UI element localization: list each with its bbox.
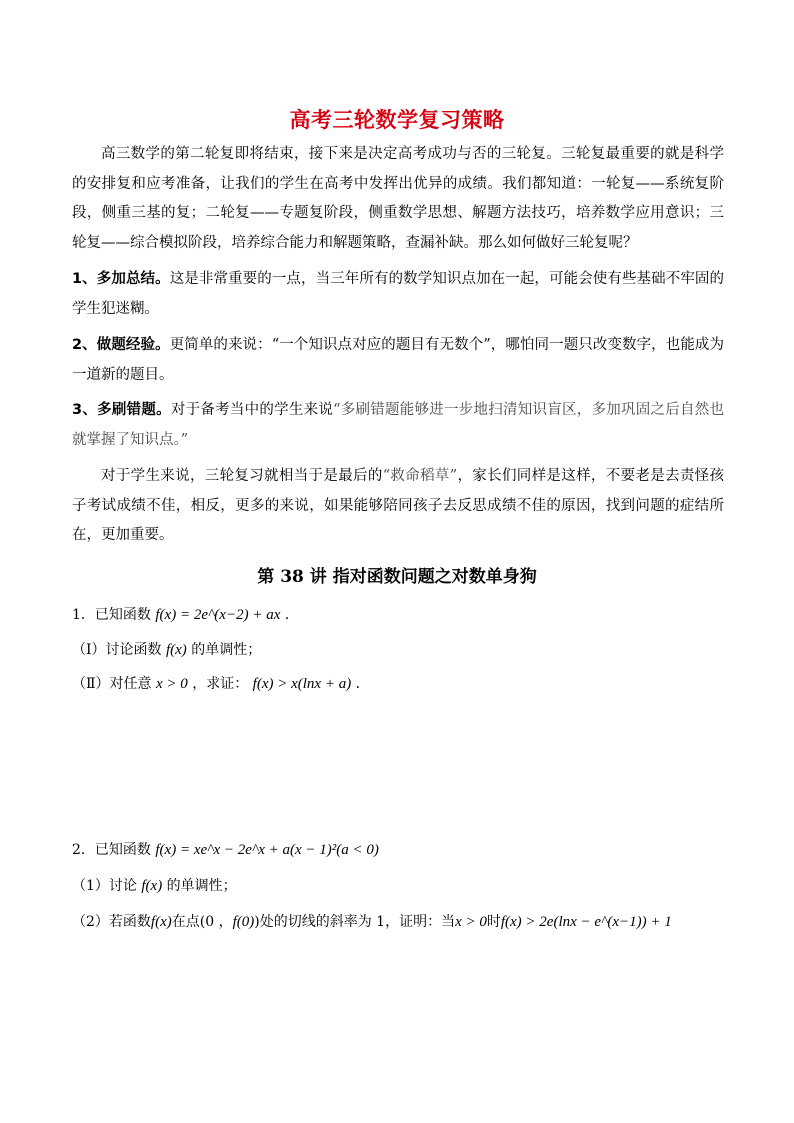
problem-1-part-1-function: f(x) bbox=[165, 642, 187, 658]
tip-1-heading: 1、多加总结。 bbox=[72, 271, 170, 287]
tip-3 bbox=[72, 396, 724, 455]
tip-2 bbox=[72, 331, 724, 390]
tip-1-body: 这是非常重要的一点，当三年所有的数学知识点加在一起，可能会使有些基础不牢固的学生犯迷糊。 bbox=[72, 271, 725, 317]
problem-1-part-2-suffix: ． bbox=[355, 676, 370, 692]
problem-2-part-2-d: 时 bbox=[486, 914, 501, 930]
problem-2-part-2-function: f(x) bbox=[150, 914, 172, 930]
problem-1-formula: f(x) = 2e^(x−2) + ax bbox=[155, 607, 281, 623]
problem-1-stem bbox=[72, 605, 299, 625]
problem-2-part-2-c: )处的切线的斜率为 1，证明：当 bbox=[254, 914, 456, 930]
problem-1-part-1-prefix: （Ⅰ）讨论函数 bbox=[72, 642, 162, 658]
problem-1-part-2 bbox=[72, 674, 370, 694]
closing-paragraph bbox=[72, 462, 724, 551]
problem-1-part-2-condition: x > 0 bbox=[155, 676, 188, 692]
problem-1-part-2-prefix: （Ⅱ）对任意 bbox=[72, 676, 152, 692]
page-title: 高考三轮数学复习策略 bbox=[289, 108, 505, 132]
tip-3-heading: 3、多刷错题。 bbox=[72, 402, 171, 418]
tip-3-body: 对于备考当中的学生来说 bbox=[170, 402, 334, 418]
problem-2-part-2 bbox=[72, 912, 672, 932]
problem-2-part-2-a: （2）若函数 bbox=[72, 914, 151, 930]
problem-2-part-1 bbox=[72, 876, 237, 896]
problem-2-stem bbox=[72, 840, 379, 860]
problem-2-part-2-condition: x > 0 bbox=[455, 914, 487, 930]
closing-quote: “救命稻草” bbox=[382, 468, 458, 484]
tip-2-body: 更简单的来说：“一个知识点对应的题目有无数个”，哪怕同一题只改变数字，也能成为一道新的题目。 bbox=[72, 337, 725, 383]
problem-2-part-1-prefix: （1）讨论 bbox=[72, 878, 137, 894]
problem-1-prefix: 1．已知函数 bbox=[72, 607, 151, 623]
problem-2-part-1-suffix: 的单调性； bbox=[166, 878, 237, 894]
problem-1-part-2-formula: f(x) > x(lnx + a) bbox=[252, 676, 352, 692]
problem-2-part-2-formula: f(x) > 2e(lnx − e^(x−1)) + 1 bbox=[500, 914, 672, 930]
problem-1-part-1 bbox=[72, 640, 261, 660]
tip-3-quote: “多刷错题能够进一步地扫清知识盲区，多加巩固之后自然也就掌握了知识点。” bbox=[72, 402, 724, 448]
closing-pre: 对于学生来说，三轮复习就相当于是最后的 bbox=[101, 468, 383, 484]
lecture-title: 第 38 讲 指对函数问题之对数单身狗 bbox=[257, 567, 537, 587]
problem-2-formula: f(x) = xe^x − 2e^x + a(x − 1)²(a < 0) bbox=[155, 842, 379, 858]
tip-1 bbox=[72, 265, 724, 324]
problem-1-part-1-suffix: 的单调性； bbox=[191, 642, 262, 658]
problem-2-part-2-b: 在点(0 ， bbox=[171, 914, 233, 930]
tip-2-heading: 2、做题经验。 bbox=[72, 337, 170, 353]
problem-1-part-2-middle: ，求证： bbox=[192, 676, 249, 692]
closing-post: ，家长们同样是这样，不要老是去责怪孩子考试成绩不佳，相反，更多的来说，如果能够陪同孩子去反思成绩不佳的原因，找到问题的症结所在，更加重要。 bbox=[72, 468, 724, 543]
problem-2-part-2-f0: f(0) bbox=[232, 914, 255, 930]
problem-1-suffix: ． bbox=[284, 607, 299, 623]
problem-2-prefix: 2．已知函数 bbox=[72, 842, 151, 858]
problem-2-part-1-function: f(x) bbox=[141, 878, 163, 894]
intro-paragraph: 高三数学的第二轮复即将结束，接下来是决定高考成功与否的三轮复。三轮复最重要的就是科学的安排复和应考准备，让我们的学生在高考中发挥出优异的成绩。我们都知道：一轮复——系统复阶段，侧重三基的复；二轮复——专题复阶段，侧重数学思想、解题方法技巧，培养数学应用意识；三轮复——综合模拟阶段，培养综合能力和解题策略，查漏补缺。那么如何做好三轮复呢？ bbox=[72, 146, 724, 251]
